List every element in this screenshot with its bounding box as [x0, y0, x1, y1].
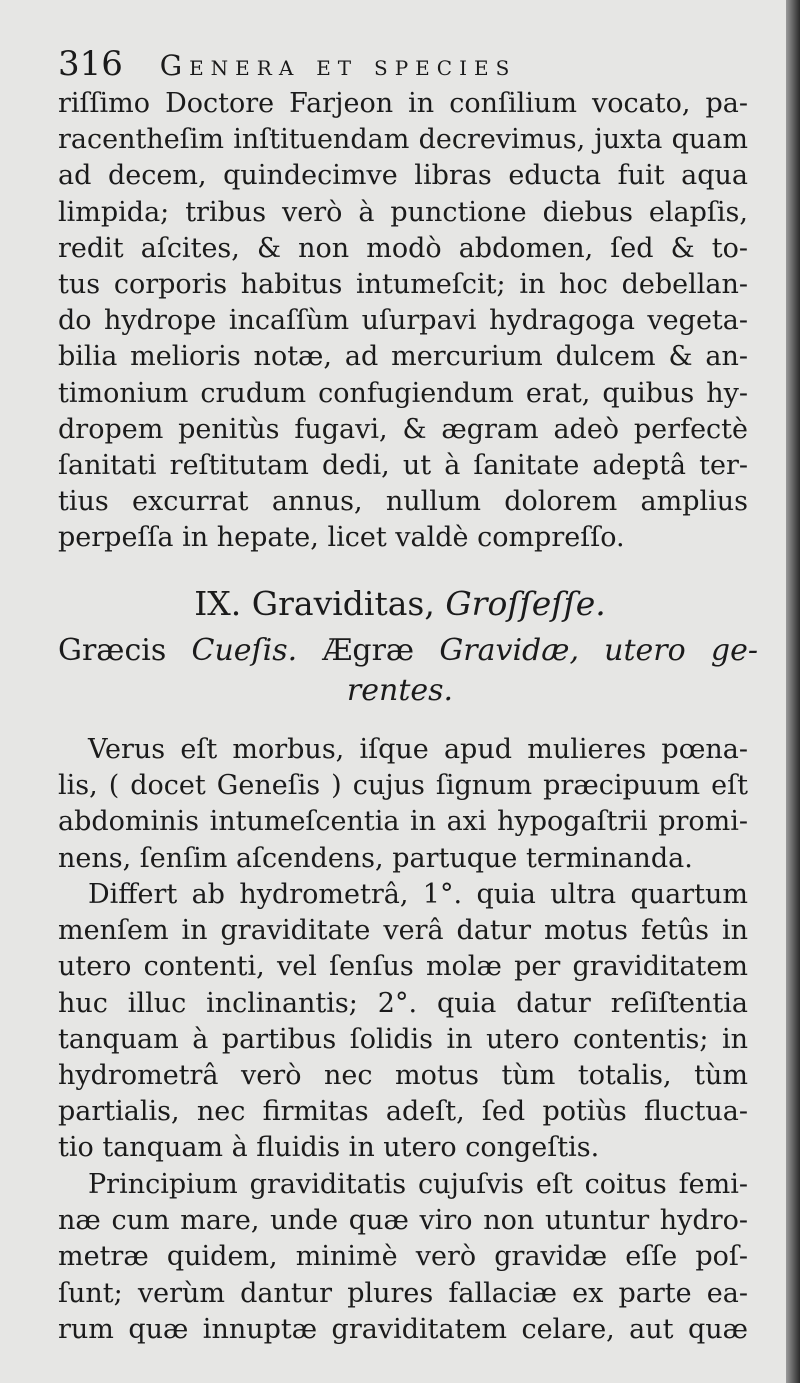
greek-term: Cueſis. — [191, 633, 298, 668]
text-line: bilia melioris notæ, ad mercurium dulcem & an- — [58, 341, 748, 373]
text-line: tius excurrat annus, nullum dolorem amplius — [58, 486, 748, 518]
greek-label: Græcis — [58, 633, 167, 668]
text-line: redit aſcites, & non modò abdomen, ſed & to- — [58, 232, 748, 264]
text-line: tio tanquam à fluidis in utero congeſtis. — [58, 1132, 600, 1164]
running-title: Genera et species — [159, 49, 517, 82]
paragraph-cause — [58, 1167, 748, 1348]
synonyms-line-continued: rentes. — [346, 673, 454, 708]
text-line: huc illuc inclinantis; 2°. quia datur reſiſtentia — [58, 987, 748, 1019]
text-line: partialis, nec firmitas adeſt, ſed potiùs fluctua- — [58, 1096, 748, 1128]
section-heading-latin: IX. Graviditas, — [194, 584, 435, 623]
text-line: menſem in graviditate verâ datur motus fetûs in — [58, 915, 748, 947]
section-heading — [0, 584, 800, 624]
text-line: limpida; tribus verò à punctione diebus elapſis, — [58, 196, 748, 228]
paragraph-differential — [58, 877, 748, 1167]
aegrae-term: Gravidæ, utero ge- — [439, 633, 758, 668]
text-line: tus corporis habitus intumeſcit; in hoc debellan- — [58, 268, 748, 300]
text-line: abdominis intumeſcentia in axi hypogaſtrii promi- — [58, 806, 748, 838]
text-line: Differt ab hydrometrâ, 1°. quia ultra quartum — [88, 879, 748, 910]
text-line: riſſimo Doctore Farjeon in conſilium vocato, pa- — [58, 88, 748, 119]
text-line: tanquam à partibus ſolidis in utero contentis; in — [58, 1023, 748, 1055]
aegrae-label: Ægræ — [322, 633, 415, 668]
section-heading-french: Groſſeſſe. — [445, 584, 606, 623]
text-line: ad decem, quindecimve libras educta fuit aqua — [58, 160, 748, 192]
text-line: nens, ſenſim aſcendens, partuque terminanda. — [58, 842, 693, 874]
text-line: hydrometrâ verò nec motus tùm totalis, tùm — [58, 1059, 748, 1091]
synonyms-line — [58, 632, 758, 670]
text-line: Verus eſt morbus, iſque apud mulieres pœna- — [88, 734, 748, 765]
text-line: Principium graviditatis cujuſvis eſt coitus femi- — [88, 1169, 748, 1200]
paragraph-continued — [58, 86, 748, 556]
text-line: do hydrope incaſſùm uſurpavi hydragoga vegeta- — [58, 305, 748, 337]
text-line: næ cum mare, unde quæ viro non utuntur hydro- — [58, 1205, 748, 1237]
page-edge-shadow — [786, 0, 800, 1383]
text-line: timonium crudum confugiendum erat, quibus hy- — [58, 377, 748, 409]
text-line: metræ quidem, minimè verò gravidæ eſſe poſ- — [58, 1241, 748, 1273]
text-line: perpeſſa in hepate, licet valdè compreſſo. — [58, 522, 625, 554]
text-line: racentheſim inſtituendam decrevimus, juxta quam — [58, 124, 748, 156]
running-header — [58, 44, 758, 84]
paragraph-definition — [58, 732, 748, 877]
text-line: lis, ( docet Geneſis ) cujus ſignum præcipuum eſt — [58, 770, 748, 802]
text-line: rum quæ innuptæ graviditatem celare, aut quæ — [58, 1313, 748, 1345]
text-line: ſunt; verùm dantur plures fallaciæ ex parte ea- — [58, 1277, 748, 1309]
page-number: 316 — [58, 44, 123, 84]
text-line: ſanitati reſtitutam dedi, ut à ſanitate adeptâ ter- — [58, 449, 748, 481]
text-line: utero contenti, vel ſenſus molæ per graviditatem — [58, 951, 748, 983]
text-line: dropem penitùs fugavi, & ægram adeò perfectè — [58, 413, 748, 445]
